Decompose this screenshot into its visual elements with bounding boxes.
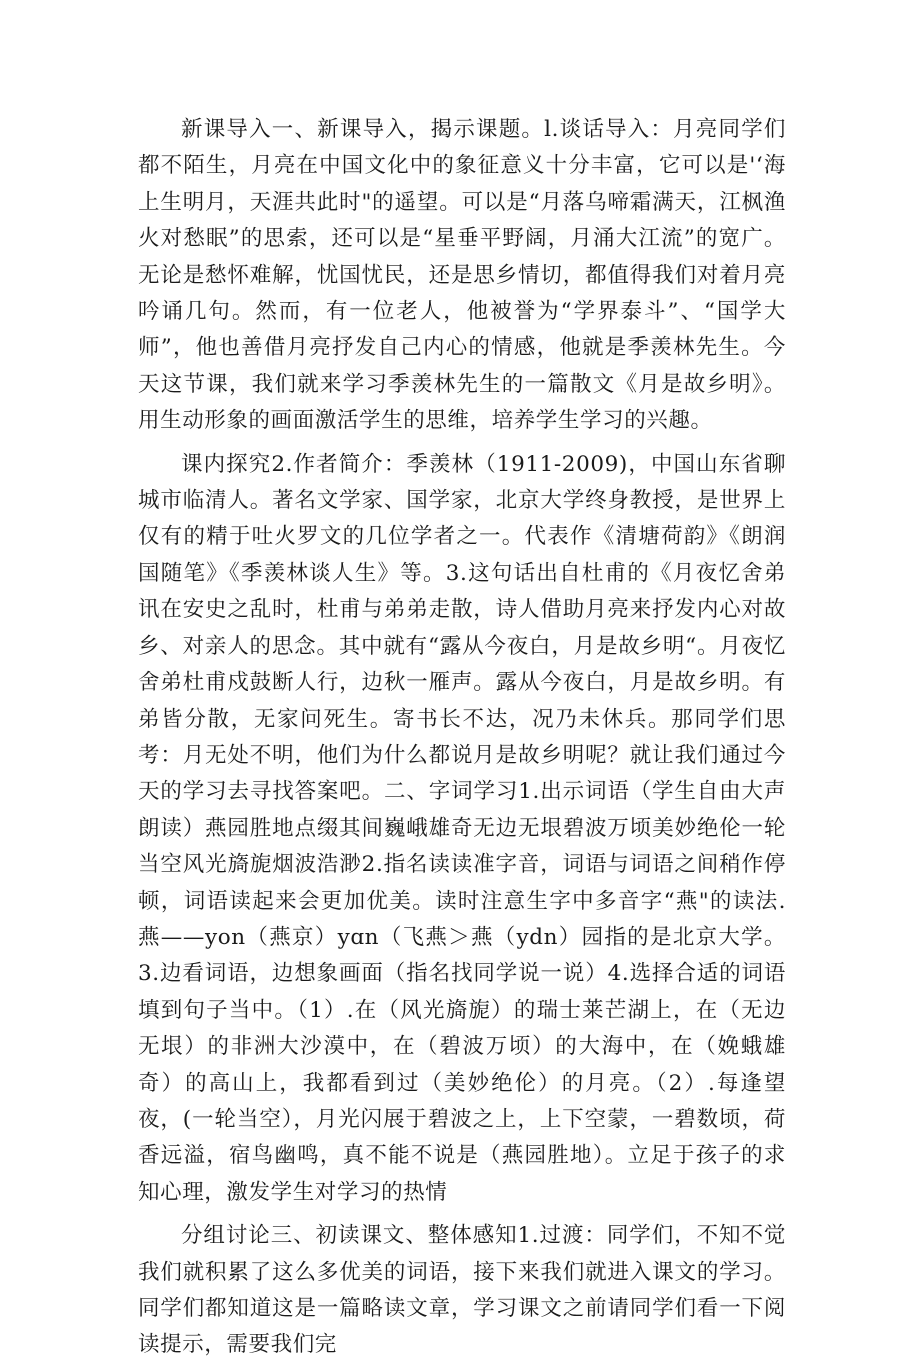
document-body bbox=[138, 112, 786, 1371]
paragraph-group-discussion: 分组讨论三、初读课文、整体感知1.过渡：同学们，不知不觉我们就积累了这么多优美的词语，接下来我们就进入课文的学习。同学们都知道这是一篇略读文章，学习课文之前请同学们看一下阅读提示，需要我们完 bbox=[138, 1223, 786, 1358]
paragraph-new-lesson-intro: 新课导入一、新课导入，揭示课题。l.谈话导入：月亮同学们都不陌生，月亮在中国文化中的象征意义十分丰富，它可以是'‘海上生明月，天涯共此时"的遥望。可以是“月落乌啼霜满天，江枫渔火对愁眠”的思索，还可以是“星垂平野阔，月涌大江流”的宽广。无论是愁怀难解，忧国忧民，还是思乡情切，都值得我们对着月亮吟诵几句。然而，有一位老人，他被誉为“学界泰斗”、“国学大师”，他也善借月亮抒发自己内心的情感，他就是季羡林先生。今天这节课，我们就来学习季羡林先生的一篇散文《月是故乡明》。用生动形象的画面激活学生的思维，培养学生学习的兴趣。 bbox=[138, 117, 786, 434]
paragraph-in-class-inquiry: 课内探究2.作者简介：季羡林（1911-2009)，中国山东省聊城市临清人。著名文学家、国学家，北京大学终身教授，是世界上仅有的精于吐火罗文的几位学者之一。代表作《清塘荷韵》《朗润国随笔》《季羡林谈人生》等。3.这句话出自杜甫的《月夜忆舍弟讯在安史之乱时，杜甫与弟弟走散，诗人借助月亮来抒发内心对故乡、对亲人的思念。其中就有“露从今夜白，月是故乡明“。月夜忆舍弟杜甫戍鼓断人行，边秋一雁声。露从今夜白，月是故乡明。有弟皆分散，无家问死生。寄书长不达，况乃未休兵。那同学们思考：月无处不明，他们为什么都说月是故乡明呢？就让我们通过今天的学习去寻找答案吧。二、字词学习1.出示词语（学生自由大声朗读）燕园胜地点缀其间巍峨雄奇无边无垠碧波万顷美妙绝伦一轮当空风光旖旎烟波浩渺2.指名读读准字音，词语与词语之间稍作停顿，词语读起来会更加优美。读时注意生字中多音字“燕"的读法.燕——yon（燕京）yɑn（飞燕＞燕（ydn）园指的是北京大学。3.边看词语，边想象画面（指名找同学说一说）4.选择合适的词语填到句子当中。（1）.在（风光旖旎）的瑞士莱芒湖上，在（无边无垠）的非洲大沙漠中，在（碧波万顷）的大海中，在（娩蛾雄奇）的高山上，我都看到过（美妙绝伦）的月亮。（2）.每逢望夜，(一轮当空），月光闪展于碧波之上，上下空蒙，一碧数顷，荷香远溢，宿鸟幽鸣，真不能不说是（燕园胜地）。立足于孩子的求知心理，激发学生对学习的热情 bbox=[138, 451, 786, 1205]
